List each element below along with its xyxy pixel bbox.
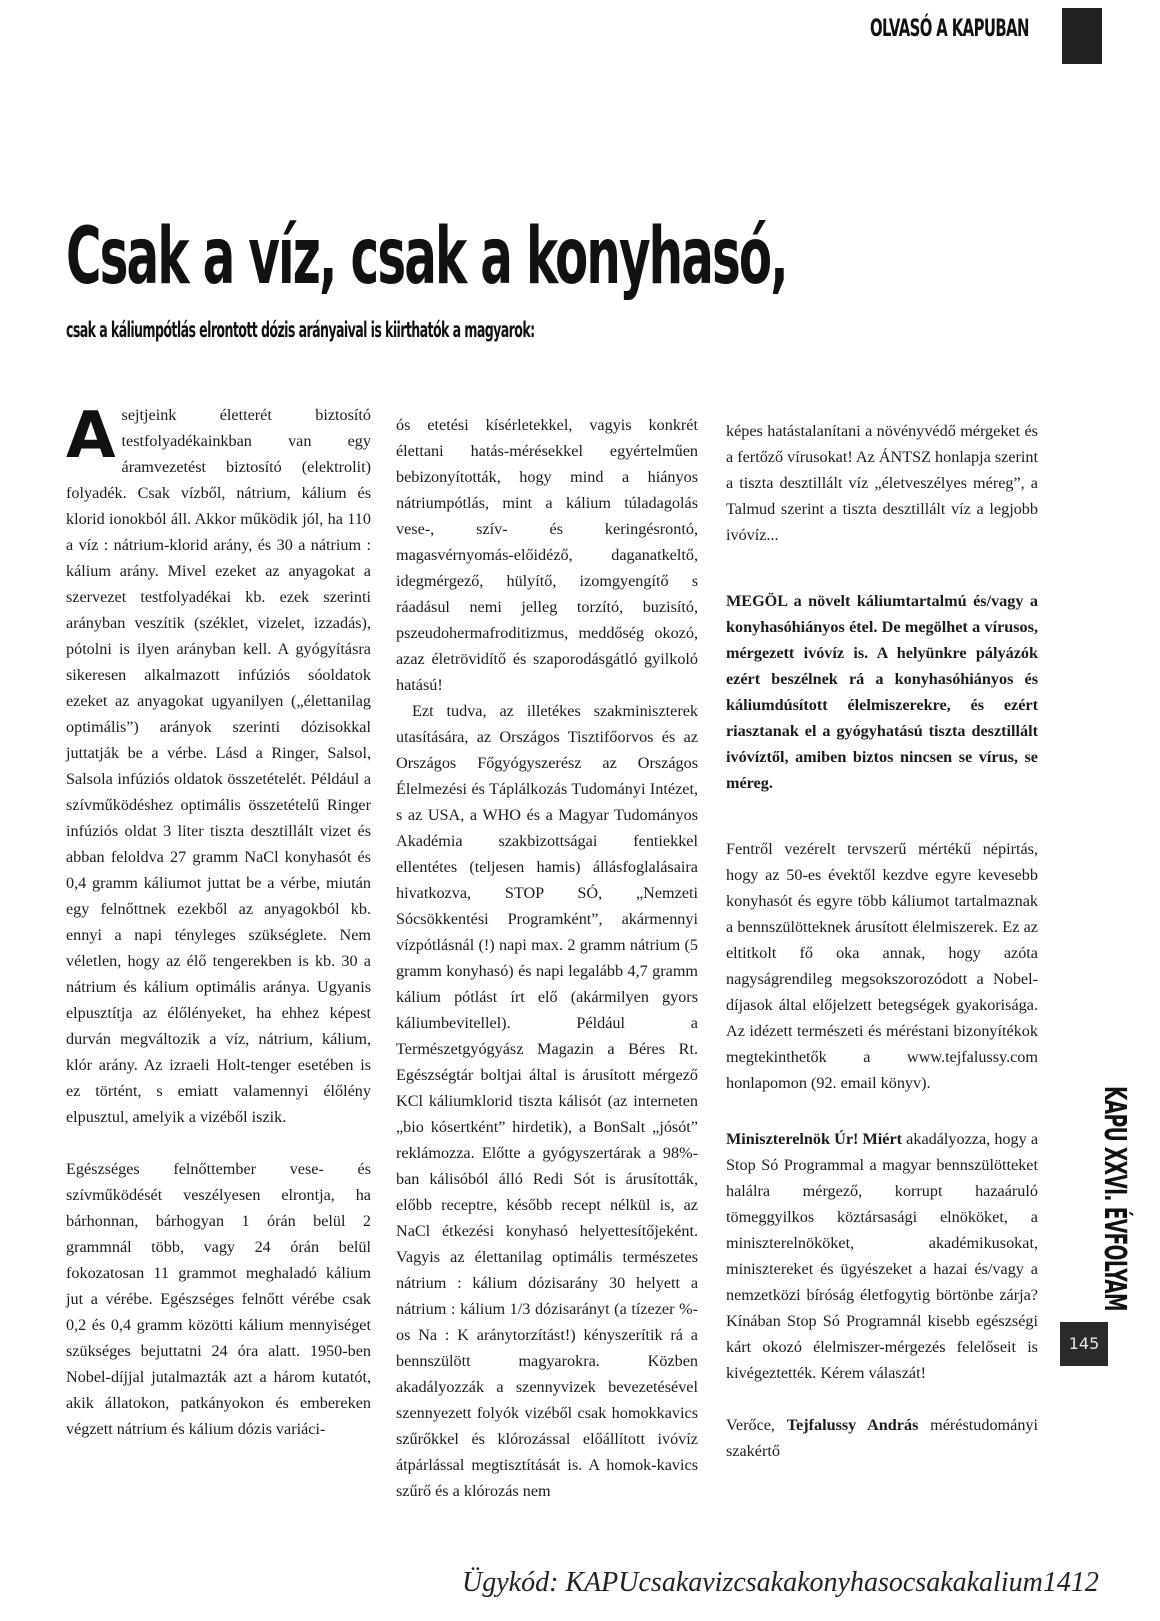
article-column-2 [396, 412, 698, 1504]
paragraph: ós etetési kísérletekkel, vagyis konkrét élettani hatás-mérésekkel egyértelműen bebizonyították, hogy mind a hiányos nátriumpótlás, mint a kálium túladagolás vese-, szív- és keringésrontó, magasvérnyomás-előidéző, daganatkeltő, idegmérgező, hülyítő, izomgyengítő s ráadásul nemi jelleg torzító, buzisító, pszeudohermafroditizmus, meddőség okozó, azaz életrövidítő és szaporodásgátló gyilkoló hatású! [396, 416, 698, 694]
paragraph: Egészséges felnőttember vese- és szívműködését veszélyesen elrontja, ha bárhonnan, bárhogyan 1 órán belül 2 grammnál több, vagy 24 órán belül fokozatosan 11 grammot meghaladó kálium jut a vérébe. Egészséges felnőtt vérébe csak 0,2 és 0,4 gramm közötti kálium mennyiséget szükséges bejuttatni 24 óra alatt. 1950-ben Nobel-díjjal jutalmazták azt a három kutatót, akik állatokon, patkányokon és embereken végzett nátrium és kálium dózis variáci- [66, 1160, 371, 1438]
signature-place: Verőce, [726, 1416, 787, 1434]
paragraph-text: akadályozza, hogy a Stop Só Programmal a magyar bennszülötteket halálra mérgező, korrupt hazaáruló tömeggyilkos köztársasági elnököket, a miniszterelnököket, akadémikusokat, minisztereket és ügyészeket a hazai és/vagy a nemzetközi bíróság életfogytig börtönbe zárja? Kínában Stop Só Programnál kisebb egészségi kárt okozó élelmiszer-mérgezés felelőseit is kivégeztették. Kérem válaszát! [726, 1130, 1039, 1382]
section-label: OLVASÓ A KAPUBAN [870, 14, 1029, 42]
drop-cap: A [66, 399, 116, 473]
signature-name: Tejfalussy András [786, 1416, 919, 1434]
paragraph [66, 399, 371, 1130]
signature-role: méréstudományi szakértő [726, 1416, 1039, 1460]
case-code-footer: Ügykód: KAPUcsakavizcsakakonyhasocsakakalium1412 [462, 1567, 1099, 1598]
article-column-1 [66, 399, 371, 1442]
paragraph: Ezt tudva, az illetékes szakminiszterek utasítására, az Országos Tisztifőorvos és az Országos Főgyógyszerész az Országos Élelmezési és Táplálkozás Tudományi Intézet, s az USA, a WHO és a Magyar Tudományos Akadémia szakbizottságai fentiekkel ellentétes (teljesen hamis) állásfoglalásaira hivatkozva, STOP SÓ, „Nemzeti Sócsökkentési Programként”, akármennyi vízpótlásnál (!) napi max. 2 gramm nátrium (5 gramm konyhasó) és napi legalább 4,7 gramm kálium pótlást írt elő (akármilyen gyors káliumbevitellel). Például a Természetgyógyász Magazin a Béres Rt. Egészségtár boltjai által is árusított mérgező KCl káliumklorid tiszta kálisót (az interneten „bio kósertként” hirdetik), a BonSalt „jósót” reklámozza. Előtte a gyógyszertárak a 98%-ban kálisóból álló Redi Sót is árusították, előbb receptre, később recept nélkül is, az NaCl étkezési konyhasó helyettesítőjeként. Vagyis az élettanilag optimális természetes nátrium : kálium dózisarány 30 helyett a nátrium : kálium 1/3 dózisarányt (a tízezer %-os Na : K aránytorzítást!) kényszerítik rá a bennszülött magyarokra. Közben akadályozzák a szennyvizek bevezetésével szennyezett folyók vizéből csak homokkavics szűrőkkel és klórozással előállított ivóvíz átpárlással megtisztítását is. A homok-kavics szűrő és a klórozás nem [396, 702, 698, 1500]
bold-paragraph: MEGÖL a növelt káliumtartalmú és/vagy a konyhasóhiányos étel. De megölhet a vírusos, mérgezett ivóvíz is. A helyünkre pályázók ezért beszélnek rá a konyhasóhiányos és káliumdúsított élelmiszerekre, és ezért riasztanak el a gyógyhatású tiszta desztillált ivóvíztől, amiben biztos nincsen se vírus, se méreg. [726, 592, 1038, 792]
article-subtitle: csak a káliumpótlás elrontott dózis arányaival is kiirthatók a magyarok: [66, 318, 535, 342]
paragraph [726, 1126, 1038, 1386]
paragraph: képes hatástalanítani a növényvédő mérgeket és a fertőző vírusokat! Az ÁNTSZ honlapja szerint a tiszta desztillált víz „életveszélyes méreg”, a Talmud szerint a tiszta desztillált víz a legjobb ivóvíz... [726, 422, 1038, 544]
signature [726, 1412, 1038, 1464]
paragraph: Fentről vezérelt tervszerű mértékű népirtás, hogy az 50-es évektől kezdve egyre kevesebb konyhasót és egyre több káliumot tartalmaznak a bennszülötteknek árusított élelmiszerek. Ez az eltitkolt fő oka annak, hogy azóta nagyságrendileg megsokszorozódott a Nobel-díjasok által előjelzett betegségek gyakorisága. Az idézett természeti és méréstani bizonyítékok megtekinthetők a www.tejfalussy.com honlapomon (92. email könyv). [726, 840, 1038, 1092]
article-title: Csak a víz, csak a konyhasó, [66, 212, 787, 302]
volume-vertical-label: KAPU XXVI. ÉVFOLYAM [1097, 1086, 1132, 1311]
section-marker-block [1062, 8, 1102, 64]
bold-lead: Miniszterelnök Úr! Miért [726, 1130, 903, 1148]
paragraph-text: sejtjeink életterét biztosító testfolyadékainkban van egy áramvezetést biztosító (elektrolit) folyadék. Csak vízből, nátrium, kálium és klorid ionokból áll. Akkor működik jól, ha 110 a víz : nátrium-klorid arány, és 30 a nátrium : kálium arány. Mivel ezeket az anyagokat a szervezet testfolyadékai kb. ezek szerinti arányban veszítik (széklet, vizelet, izzadás), pótolni is ilyen arányban kell. A gyógyításra sikeresen alkalmazott infúziós sóoldatok ezeket az anyagokat ugyanilyen („élettanilag optimális”) arányok szerinti dózisokkal juttatják be a vérbe. Lásd a Ringer, Salsol, Salsola infúziós oldatok összetételét. Például a szívműködéshez optimális összetételű Ringer infúziós oldat 3 liter tiszta desztillált vizet és abban feloldva 27 gramm NaCl konyhasót és 0,4 gramm káliumot juttat be a vérbe, miután egy felnőttnek ezekből az anyagokból kb. ennyi a napi tényleges szükséglete. Nem véletlen, hogy az élő tengerekben is kb. 30 a nátrium és kálium optimális aránya. Ugyanis elpusztítja az élőlényeket, ha ehhez képest durván megváltozik a víz, nátrium, kálium, klór arány. Az izraeli Holt-tenger esetében is ez történt, s emiatt valamennyi élőlény elpusztul, amelyik a vizéből iszik. [66, 406, 371, 1126]
article-column-3 [726, 418, 1038, 1464]
page-number: 145 [1060, 1322, 1108, 1366]
